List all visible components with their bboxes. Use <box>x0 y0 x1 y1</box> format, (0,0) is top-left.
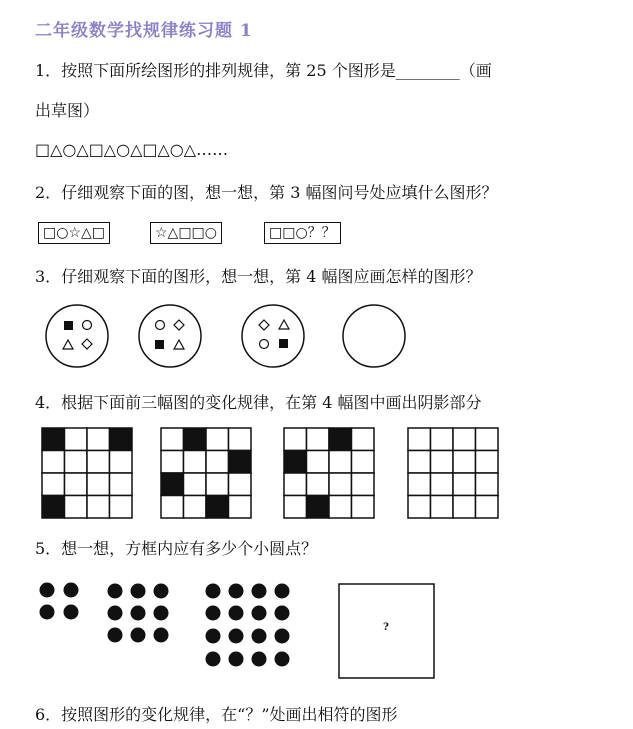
q2-box-3: □□○？？ <box>264 222 341 244</box>
q3-text: 3．仔细观察下面的图形，想一想，第 4 幅图应画怎样的图形？ <box>35 267 482 286</box>
q5-dots-group-1 <box>40 583 79 620</box>
q6-text: 6．按照图形的变化规律，在“？”处画出相符的图形 <box>35 705 398 724</box>
q5-text: 5．想一想，方框内应有多少个小圆点？ <box>35 539 318 558</box>
q1-shape-sequence: □△○△□△○△□△○△…… <box>35 140 229 159</box>
worksheet-title: 二年级数学找规律练习题 1 <box>35 21 253 41</box>
q5-dots-group-3 <box>206 584 290 667</box>
q2-box-1: □○☆△□ <box>38 222 110 244</box>
q1-text-line2: 出草图） <box>35 101 100 120</box>
q4-text: 4．根据下面前三幅图的变化规律，在第 4 幅图中画出阴影部分 <box>35 393 482 412</box>
q5-dots-group-2 <box>108 584 169 643</box>
q2-box-2: ☆△□□○ <box>150 222 222 244</box>
q2-text: 2．仔细观察下面的图，想一想，第 3 幅图问号处应填什么图形？ <box>35 183 498 202</box>
q5-question-mark: ? <box>383 622 389 633</box>
q1-text-line1: 1．按照下面所绘图形的排列规律，第 25 个图形是________（画 <box>35 61 492 80</box>
